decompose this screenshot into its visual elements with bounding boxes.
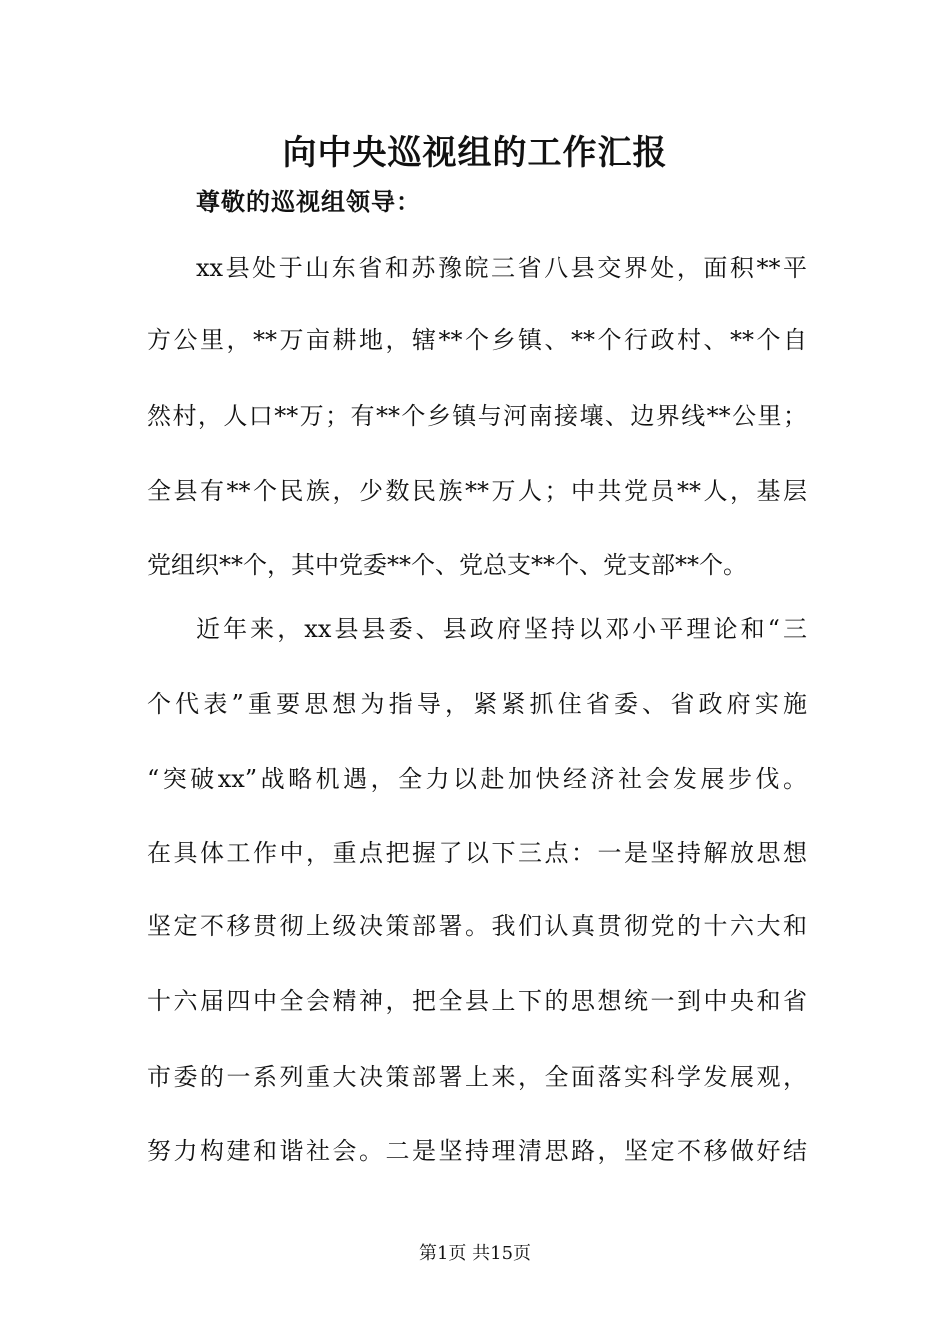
body-line: 党组织**个，其中党委**个、党总支**个、党支部**个。 (147, 551, 747, 579)
salutation: 尊敬的巡视组领导： (196, 187, 421, 216)
body-line: 方公里，**万亩耕地，辖**个乡镇、**个行政村、**个自 (147, 326, 807, 354)
body-line: 个代表”重要思想为指导，紧紧抓住省委、省政府实施 (147, 690, 807, 718)
body-line: 坚定不移贯彻上级决策部署。我们认真贯彻党的十六大和 (147, 912, 807, 940)
body-line: “突破xx”战略机遇，全力以赴加快经济社会发展步伐。 (147, 765, 807, 793)
body-line: 市委的一系列重大决策部署上来，全面落实科学发展观， (147, 1063, 807, 1091)
body-line: 在具体工作中，重点把握了以下三点：一是坚持解放思想 (147, 839, 807, 867)
body-line: xx县处于山东省和苏豫皖三省八县交界处，面积**平 (196, 254, 807, 282)
page-footer: 第1页 共15页 (418, 1243, 532, 1264)
body-line: 十六届四中全会精神，把全县上下的思想统一到中央和省 (147, 987, 807, 1015)
body-line: 近年来，xx县县委、县政府坚持以邓小平理论和“三 (196, 615, 807, 643)
body-line: 全县有**个民族，少数民族**万人；中共党员**人，基层 (147, 477, 807, 505)
document-title: 向中央巡视组的工作汇报 (282, 133, 668, 173)
body-line: 然村，人口**万；有**个乡镇与河南接壤、边界线**公里； (147, 402, 807, 430)
body-line: 努力构建和谐社会。二是坚持理清思路，坚定不移做好结 (147, 1137, 807, 1165)
